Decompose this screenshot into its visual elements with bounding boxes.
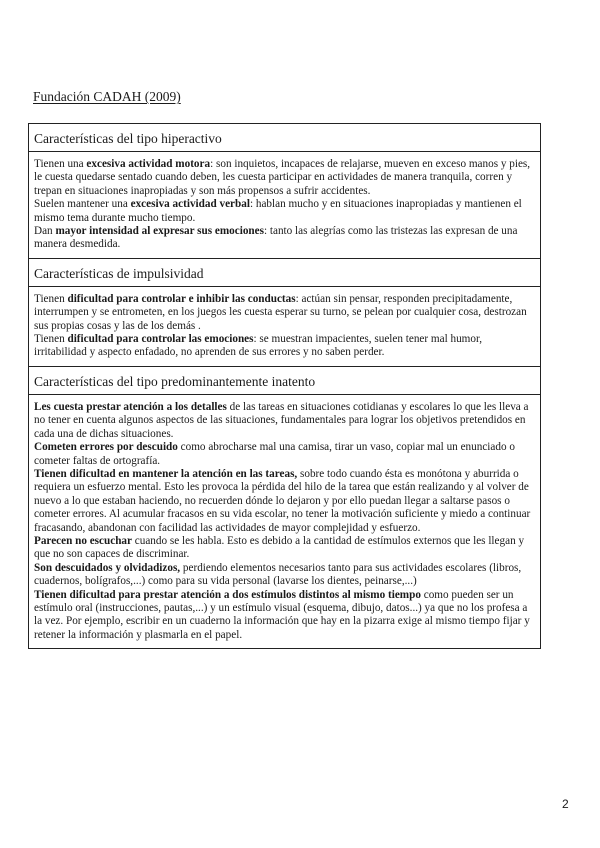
paragraph: Parecen no escuchar cuando se les habla. Esto es debido a la cantidad de estímulos externos que les llegan y que no son capaces de discriminar. <box>34 534 525 561</box>
paragraph: Suelen mantener una excesiva actividad verbal: hablan mucho y en situaciones inapropiadas y mantienen el mismo tema durante mucho tiempo. <box>34 198 522 224</box>
paragraph: Tienen dificultad para prestar atención a dos estímulos distintos al mismo tiempo como pueden ser un estímulo oral (instrucciones, pautas,...) y un estímulo visual (esquema, dibujo, datos...) ya que no los profesa a la vez. Por ejemplo, escribir en un cuaderno la información que hay en la pizarra exige al mismo tiempo fijar y retener la información y plasmarla en el papel. <box>34 588 530 641</box>
paragraph: Son descuidados y olvidadizos, perdiendo elementos necesarios tanto para sus actividades escolares (libros, cuadernos, bolígrafos,...) como para su vida personal (lavarse los dientes, peinarse,...) <box>34 561 522 588</box>
paragraph: Cometen errores por descuido como abrocharse mal una camisa, tirar un vaso, copiar mal un enunciado o cometer faltas de ortografía. <box>34 441 515 467</box>
section-body-impulsivity <box>29 287 540 367</box>
section-title-impulsivity: Características de impulsividad <box>29 259 540 287</box>
paragraph: Tienen dificultad para controlar las emociones: se muestran impacientes, suelen tener mal humor, irritabilidad y aspecto enfadado, no aprenden de sus errores y no saben perder. <box>34 333 483 359</box>
paragraph: Tienen dificultad para controlar e inhibir las conductas: actúan sin pensar, responden precipitadamente, interrumpen y se entrometen, en los juegos les cuesta esperar su turno, se pelean por cualquier cosa, destrozan sus propias cosas y las de los demás . <box>34 292 527 332</box>
section-title-inattentive: Características del tipo predominantemente inatento <box>29 367 540 395</box>
page-number: 2 <box>562 797 569 811</box>
source-citation: Fundación CADAH (2009) <box>33 89 181 104</box>
paragraph: Dan mayor intensidad al expresar sus emociones: tanto las alegrías como las tristezas las expresan de una manera desmedida. <box>34 225 518 251</box>
paragraph: Tienen dificultad en mantener la atención en las tareas, sobre todo cuando ésta es monótona y aburrida o requiera un esfuerzo mental. Esto les provoca la pérdida del hilo de la tarea que están realizando y al volver de nuevo a lo que estaban haciendo, no recuerden dónde lo dejaron y por ello puedan llegar a saltarse pasos o cometer errores. Al acumular fracasos en su vida escolar, no tener la motivación suficiente y miedo a continuar fracasando, abandonan con facilidad las actividades de mayor complejidad y esfuerzo. <box>34 467 531 534</box>
section-body-hyperactive <box>29 152 540 259</box>
section-body-inattentive <box>29 395 540 648</box>
section-title-hyperactive: Características del tipo hiperactivo <box>29 124 540 152</box>
paragraph: Tienen una excesiva actividad motora: son inquietos, incapaces de relajarse, mueven en exceso manos y pies, le cuesta quedarse sentado cuando deben, les cuesta participar en actividades de manera tranquila, corren y trepan en situaciones inapropiadas y son más propensos a sufrir accidentes. <box>34 158 531 197</box>
characteristics-table <box>28 123 541 649</box>
paragraph: Les cuesta prestar atención a los detalles de las tareas en situaciones cotidianas y escolares lo que les lleva a no tener en cuenta algunos aspectos de las situaciones, fundamentales para lograr los objetivos pretendidos en cada una de dichas situaciones. <box>34 400 529 440</box>
